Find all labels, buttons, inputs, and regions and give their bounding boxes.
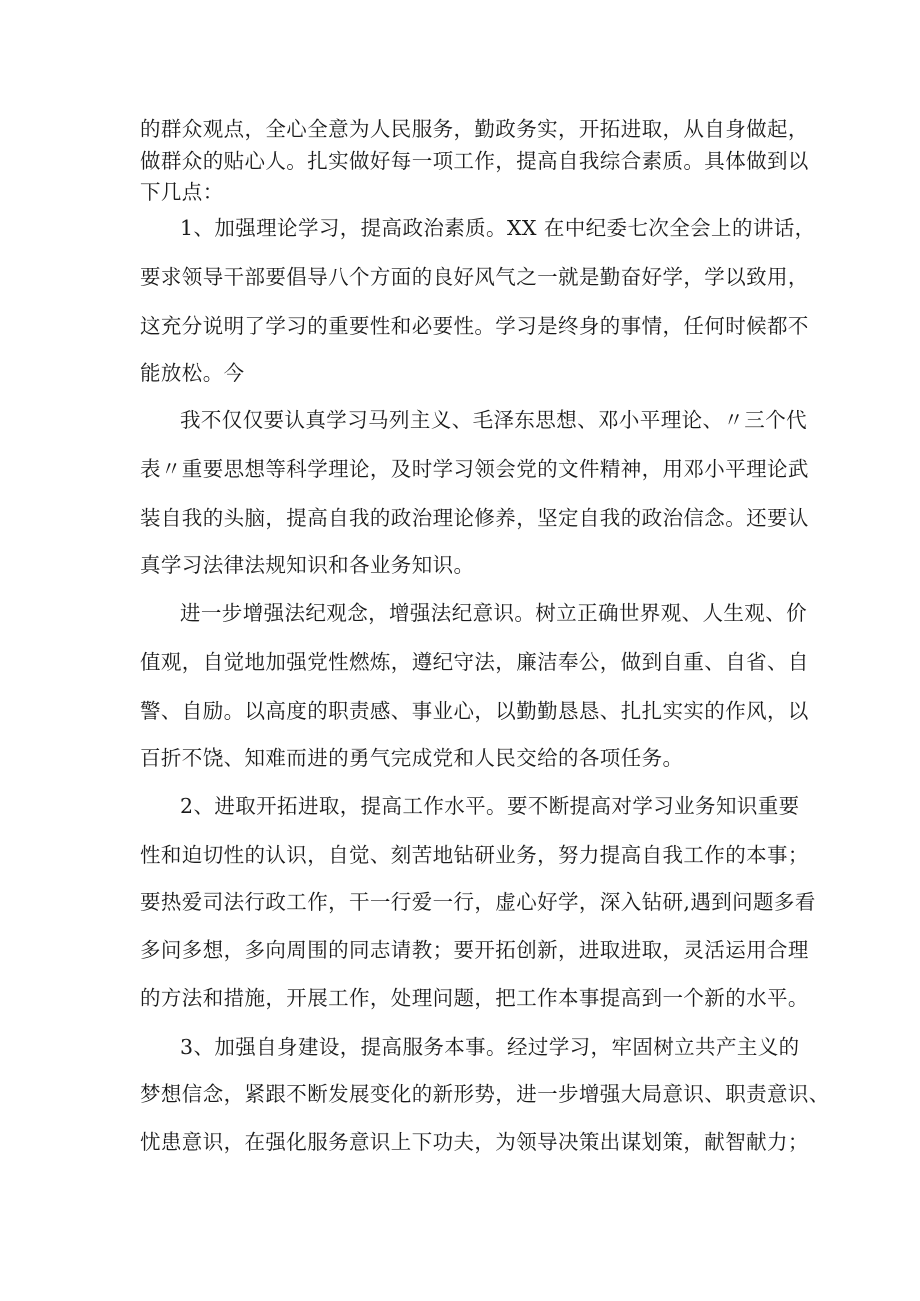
text-line: 值观，自觉地加强党性燃炼，遵纪守法，廉洁奉公，做到自重、自省、自 — [140, 650, 809, 674]
text-line: 表〃重要思想等科学理论，及时学习领会党的文件精神，用邓小平理论武 — [140, 457, 809, 481]
text-line: 多问多想，多向周围的同志请教；要开拓创新，进取进取，灵活运用合理 — [140, 938, 809, 962]
text-line: 能放松。今 — [140, 361, 245, 385]
text-line: 的方法和措施，开展工作，处理问题，把工作本事提高到一个新的水平。 — [140, 986, 809, 1010]
text-line: 要求领导干部要倡导八个方面的良好风气之一就是勤奋好学，学以致用， — [140, 265, 809, 289]
text-line: 要热爱司法行政工作，干一行爱一行，虚心好学，深入钻研,遇到问题多看 — [140, 890, 816, 914]
text-line: 3、加强自身建设，提高服务本事。经过学习，牢固树立共产主义的 — [180, 1035, 800, 1059]
text-line: 这充分说明了学习的重要性和必要性。学习是终身的事情，任何时候都不 — [140, 314, 809, 338]
text-line: 的群众观点，全心全意为人民服务，勤政务实，开拓进取，从自身做起， — [140, 117, 809, 141]
text-line: 梦想信念，紧跟不断发展变化的新形势，进一步增强大局意识、职责意识、 — [140, 1082, 830, 1106]
text-line: 忧患意识，在强化服务意识上下功夫，为领导决策出谋划策，献智献力； — [140, 1130, 809, 1154]
text-line: 1、加强理论学习，提高政治素质。XX 在中纪委七次全会上的讲话， — [180, 216, 816, 240]
text-line: 进一步增强法纪观念，增强法纪意识。树立正确世界观、人生观、价 — [180, 601, 807, 625]
text-line: 百折不饶、知难而进的勇气完成党和人民交给的各项任务。 — [140, 746, 684, 770]
text-line: 真学习法律法规知识和各业务知识。 — [140, 553, 475, 577]
text-line: 2、进取开拓进取，提高工作水平。要不断提高对学习业务知识重要 — [180, 794, 800, 818]
text-line: 我不仅仅要认真学习马列主义、毛泽东思想、邓小平理论、〃三个代 — [180, 408, 807, 432]
text-line: 警、自励。以高度的职责感、事业心，以勤勤恳恳、扎扎实实的作风，以 — [140, 699, 809, 723]
text-line: 性和迫切性的认识，自觉、刻苦地钻研业务，努力提高自我工作的本事； — [140, 843, 809, 867]
text-line: 装自我的头脑，提高自我的政治理论修养，坚定自我的政治信念。还要认 — [140, 506, 809, 530]
text-line: 下几点： — [140, 180, 224, 204]
text-line: 做群众的贴心人。扎实做好每一项工作，提高自我综合素质。具体做到以 — [140, 149, 809, 173]
